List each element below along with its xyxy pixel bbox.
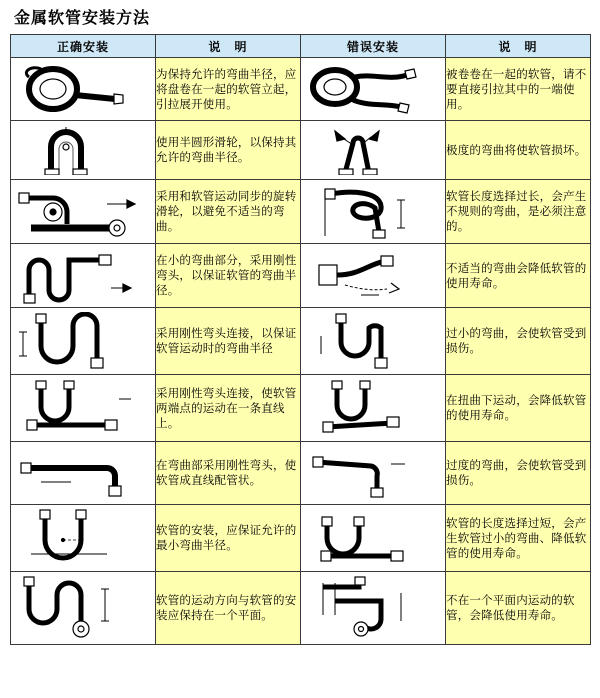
note-cell-wrong: 被卷卷在一起的软管，请不要直接引拉其中的一端使用。 [446, 58, 591, 121]
figure-cell-correct [11, 308, 156, 375]
note-cell-correct: 使用半圆形滑轮，以保持其允许的弯曲半径。 [156, 121, 301, 180]
table-row [11, 505, 591, 572]
table-row [11, 180, 591, 244]
table-row [11, 572, 591, 645]
figure-cell-correct [11, 244, 156, 308]
note-cell-wrong: 过度的弯曲，会使软管受到损伤。 [446, 442, 591, 505]
coiled-hose-icon [11, 63, 155, 115]
figure-cell-wrong [301, 244, 446, 308]
note-cell-wrong: 不在一个平面内运动的软管，会降低使用寿命。 [446, 572, 591, 645]
figure-cell-wrong [301, 180, 446, 244]
note-cell-wrong: 在扭曲下运动，会降低软管的使用寿命。 [446, 375, 591, 442]
figure-cell-correct [11, 505, 156, 572]
figure-cell-correct [11, 121, 156, 180]
excessive-bend-icon [301, 448, 445, 498]
table-row [11, 244, 591, 308]
note-cell-correct: 采用和软管运动同步的旋转滑轮，以避免不适当的弯曲。 [156, 180, 301, 244]
improper-bend-icon [301, 249, 445, 303]
note-cell-correct: 采用刚性弯头连接，使软管两端点的运动在一条直线上。 [156, 375, 301, 442]
table-row [11, 442, 591, 505]
u-bend-straight-line-icon [11, 379, 155, 437]
note-cell-correct: 采用刚性弯头连接，以保证软管运动时的弯曲半径 [156, 308, 301, 375]
figure-cell-wrong [301, 58, 446, 121]
straight-pipe-elbow-icon [11, 448, 155, 498]
table-row [11, 58, 591, 121]
note-cell-wrong: 不适当的弯曲会降低软管的使用寿命。 [446, 244, 591, 308]
table-row [11, 121, 591, 180]
header-note-left: 说 明 [156, 35, 301, 58]
figure-cell-correct [11, 180, 156, 244]
note-cell-wrong: 极度的弯曲将使软管损坏。 [446, 121, 591, 180]
note-cell-wrong: 过小的弯曲，会使软管受到损伤。 [446, 308, 591, 375]
too-long-hose-icon [301, 508, 445, 568]
table-header-row [11, 35, 591, 58]
torsion-u-bend-icon [301, 379, 445, 437]
note-cell-wrong: 软管的长度选择过短，会产生软管过小的弯曲、降低软管的使用寿命。 [446, 505, 591, 572]
figure-cell-correct [11, 58, 156, 121]
table-row [11, 375, 591, 442]
too-small-bend-icon [301, 312, 445, 370]
figure-cell-correct [11, 572, 156, 645]
header-note-right: 说 明 [446, 35, 591, 58]
same-plane-motion-icon [11, 575, 155, 641]
figure-cell-correct [11, 442, 156, 505]
figure-cell-wrong [301, 572, 446, 645]
note-cell-correct: 软管的运动方向与软管的安装应保持在一个平面。 [156, 572, 301, 645]
header-wrong: 错误安装 [301, 35, 446, 58]
rotating-sheave-chain-icon [11, 184, 155, 240]
figure-cell-wrong [301, 375, 446, 442]
hose-installation-table [10, 34, 591, 645]
figure-cell-wrong [301, 308, 446, 375]
semicircular-sheave-icon [11, 125, 155, 175]
table-row [11, 308, 591, 375]
note-cell-correct: 在小的弯曲部分，采用刚性弯头，以保证软管的弯曲半径。 [156, 244, 301, 308]
page-title: 金属软管安装方法 [14, 8, 151, 27]
note-cell-wrong: 软管长度选择过长，会产生不规则的弯曲，是必须注意的。 [446, 180, 591, 244]
note-cell-correct: 为保持允许的弯曲半径，应将盘卷在一起的软管立起，引拉展开使用。 [156, 58, 301, 121]
rigid-elbow-connection-icon [11, 312, 155, 370]
note-cell-correct: 在弯曲部采用刚性弯头，使软管成直线配管状。 [156, 442, 301, 505]
rigid-elbow-small-bend-icon [11, 248, 155, 304]
note-cell-correct: 软管的安装，应保证允许的最小弯曲半径。 [156, 505, 301, 572]
figure-cell-wrong [301, 442, 446, 505]
out-of-plane-motion-icon [301, 575, 445, 641]
minimum-bend-radius-icon [11, 508, 155, 568]
figure-cell-wrong [301, 121, 446, 180]
figure-cell-wrong [301, 505, 446, 572]
sharp-bend-icon [301, 125, 445, 175]
figure-cell-correct [11, 375, 156, 442]
header-correct: 正确安装 [11, 35, 156, 58]
long-hose-loop-icon [301, 184, 445, 240]
coiled-hose-pulled-icon [301, 63, 445, 115]
